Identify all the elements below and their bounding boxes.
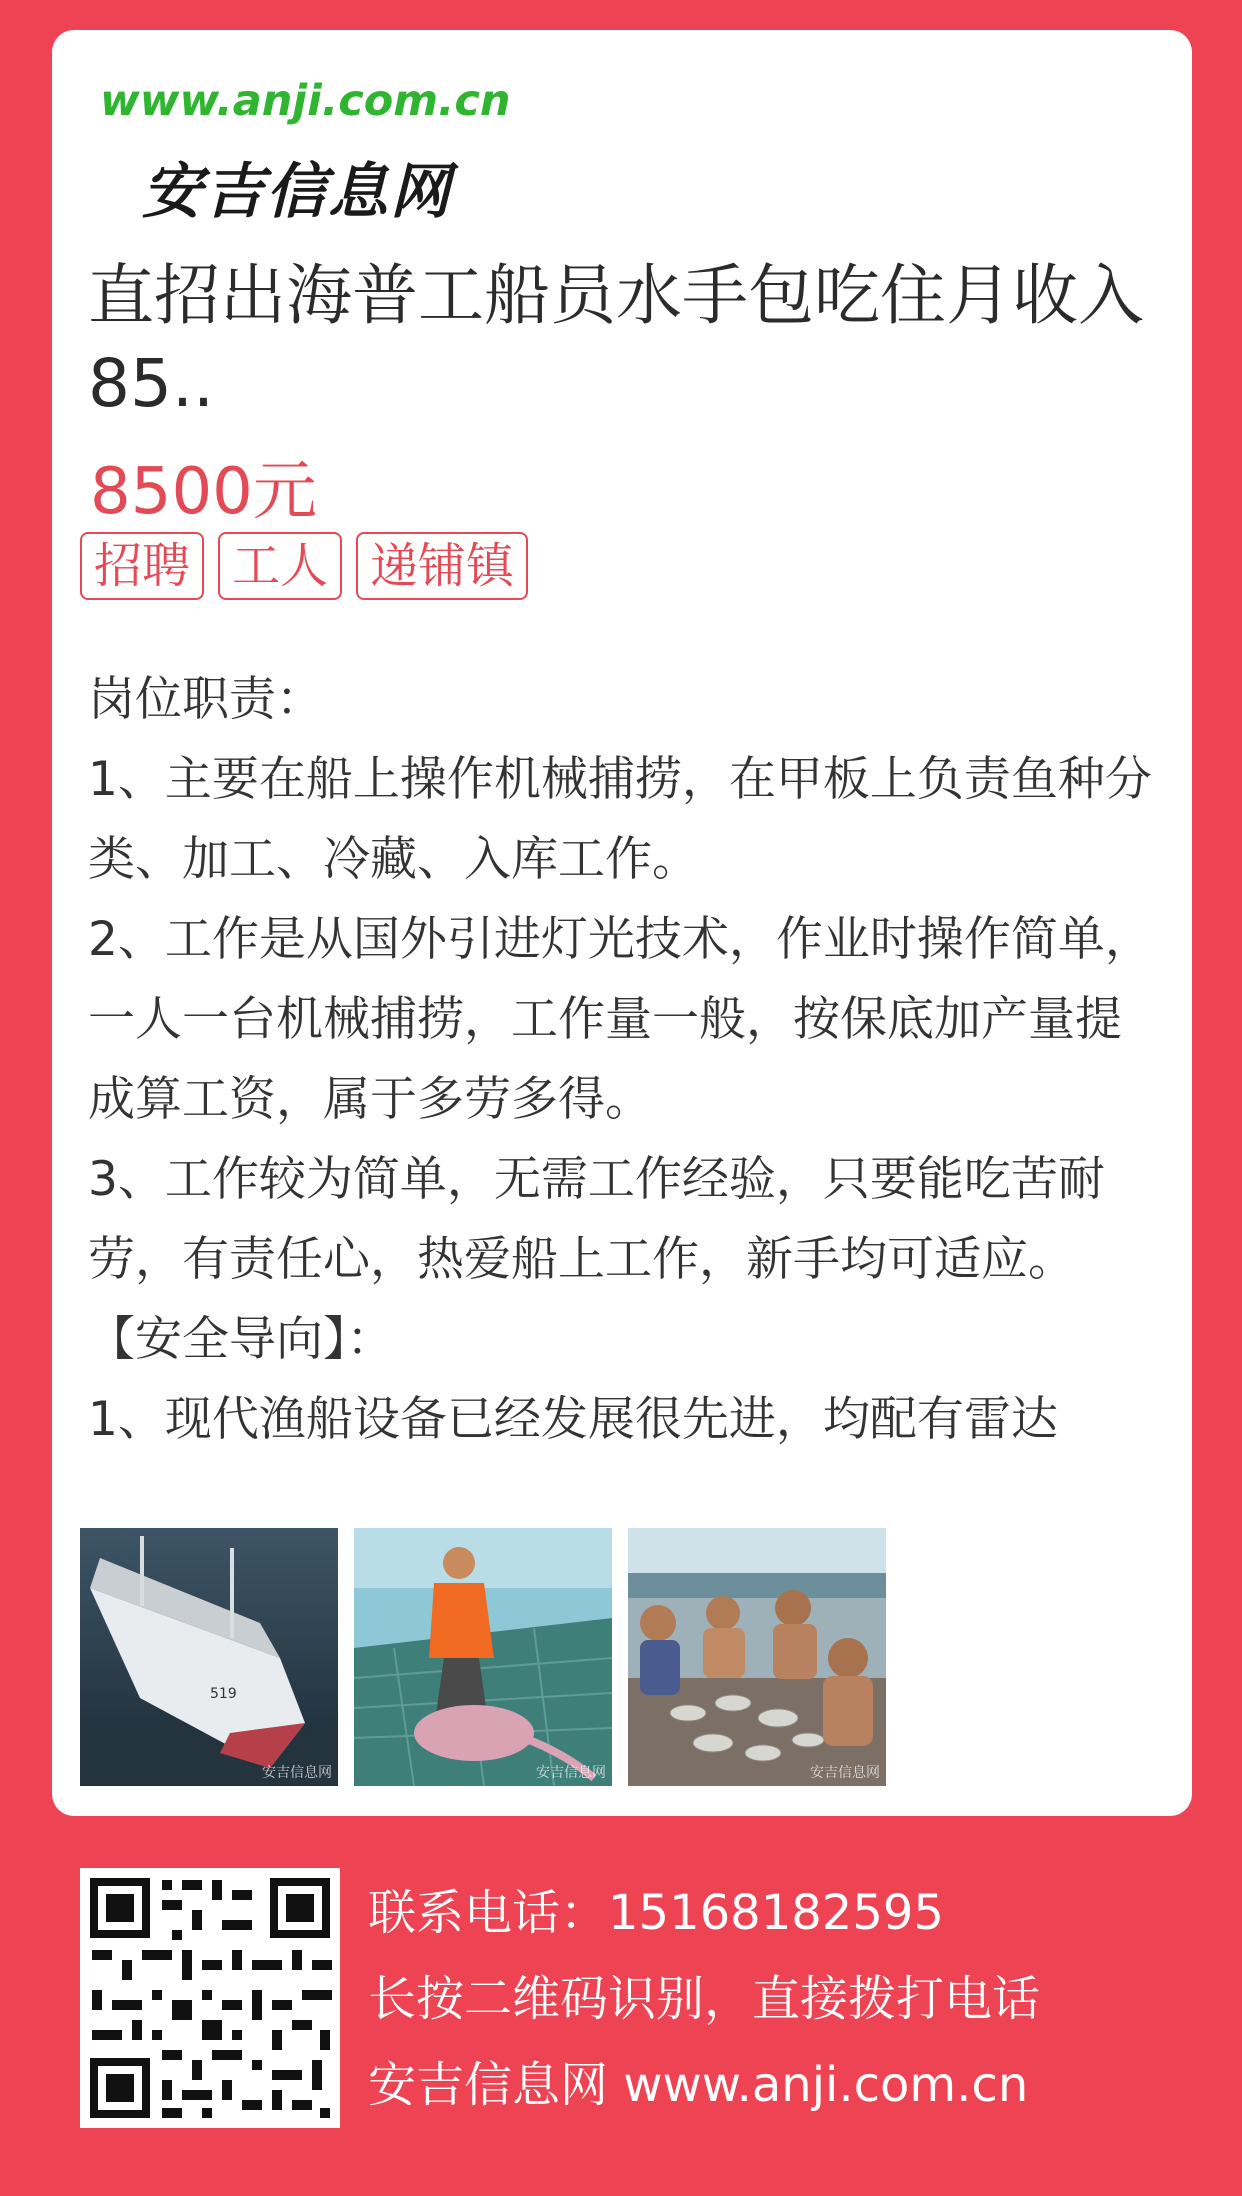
tag-location[interactable]: 递铺镇 xyxy=(356,532,528,600)
fishing-ship-photo[interactable] xyxy=(80,1528,338,1786)
description-item: 1、现代渔船设备已经发展很先进，均配有雷达 xyxy=(88,1392,1058,1447)
crew-meal-photo[interactable] xyxy=(628,1528,886,1786)
contact-phone[interactable]: 联系电话：15168182595 xyxy=(368,1885,944,1941)
listing-price: 8500元 xyxy=(90,455,317,529)
listing-card xyxy=(52,30,1192,1816)
photo-watermark: 安吉信息网 xyxy=(810,1765,880,1781)
photo-watermark: 安吉信息网 xyxy=(262,1765,332,1781)
logo-url: www.anji.com.cn xyxy=(100,76,511,126)
qr-code[interactable] xyxy=(80,1868,340,2128)
description-item: 1、主要在船上操作机械捕捞，在甲板上负责鱼种分类、加工、冷藏、入库工作。 xyxy=(88,752,1152,887)
description-heading: 【安全导向】： xyxy=(88,1312,394,1367)
photo-watermark: 安吉信息网 xyxy=(536,1765,606,1781)
contact-hint: 长按二维码识别，直接拨打电话 xyxy=(368,1971,1041,2027)
tag-category[interactable]: 招聘 xyxy=(80,532,204,600)
tag-list xyxy=(80,532,528,600)
contact-info xyxy=(368,1870,1218,2128)
contact-site[interactable]: 安吉信息网 www.anji.com.cn xyxy=(368,2057,1029,2113)
job-description xyxy=(88,660,1168,1520)
logo-name: 安吉信息网 xyxy=(142,157,452,227)
description-item: 3、工作较为简单，无需工作经验，只要能吃苦耐劳，有责任心，热爱船上工作，新手均可适应。 xyxy=(88,1152,1105,1287)
svg-text:519: 519 xyxy=(210,1686,237,1702)
sailor-with-squid-photo[interactable] xyxy=(354,1528,612,1786)
site-logo[interactable] xyxy=(100,76,560,226)
listing-title: 直招出海普工船员水手包吃住月收入85.. xyxy=(88,257,1144,422)
photo-gallery xyxy=(80,1528,886,1786)
description-item: 2、工作是从国外引进灯光技术，作业时操作简单，一人一台机械捕捞，工作量一般，按保底加产量提成算工资，属于多劳多得。 xyxy=(88,912,1152,1127)
tag-type[interactable]: 工人 xyxy=(218,532,342,600)
description-heading: 岗位职责： xyxy=(88,672,323,727)
qr-code-icon xyxy=(80,1868,340,2128)
